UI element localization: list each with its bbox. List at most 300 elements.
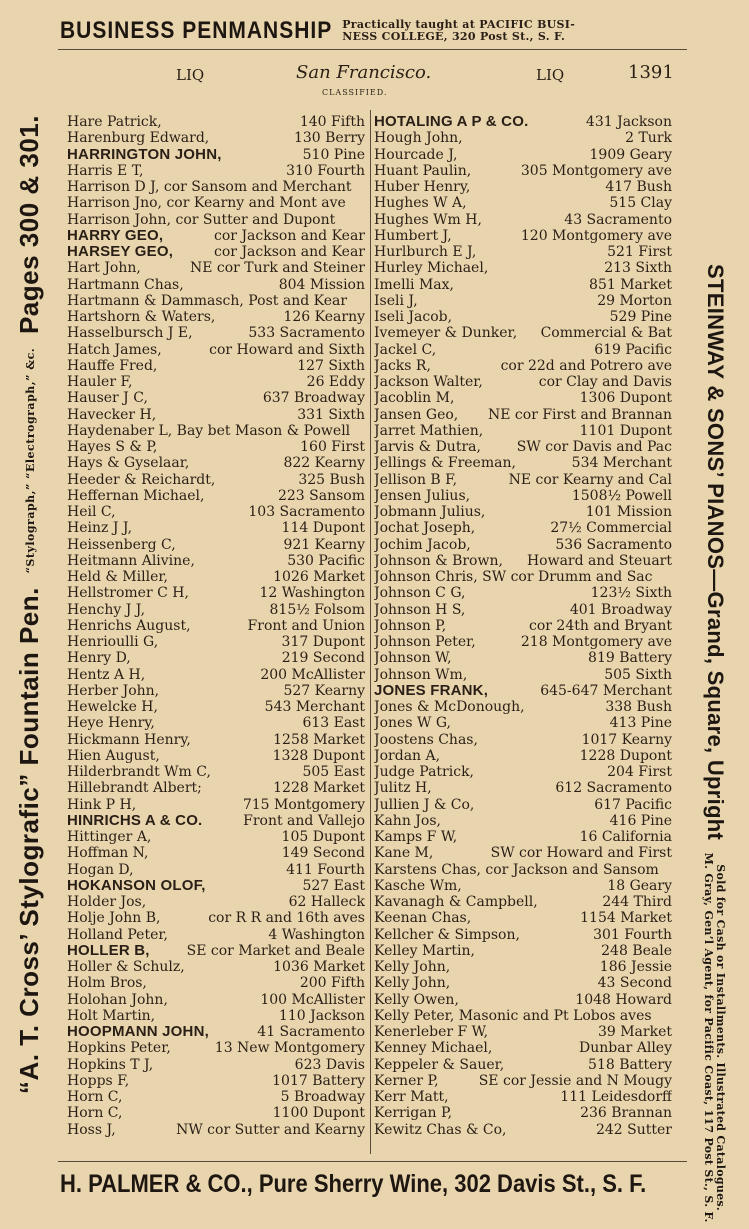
entry-address: 200 McAllister <box>260 666 365 683</box>
directory-entry <box>67 455 365 471</box>
directory-entry <box>67 975 365 991</box>
directory-entry <box>67 667 365 683</box>
entry-address: 13 New Montgomery <box>214 1040 365 1057</box>
entry-name: Jobmann Julius, <box>374 504 486 520</box>
entry-address: 527 East <box>302 877 365 894</box>
entry-address: 715 Montgomery <box>242 796 365 813</box>
directory-entry <box>374 780 672 796</box>
entry-address: 248 Beale <box>601 942 672 959</box>
entry-address: 310 Fourth <box>286 162 365 179</box>
entry-name: Hartshorn & Waters, <box>67 309 216 325</box>
directory-entry <box>67 943 365 959</box>
entry-name: Hare Patrick, <box>67 114 162 130</box>
entry-name: Keppeler & Sauer, <box>374 1056 505 1073</box>
entry-address: 1306 Dupont <box>579 390 672 407</box>
entry-address: 521 First <box>607 244 672 260</box>
entry-address: 41 Sacramento <box>257 1024 365 1040</box>
directory-entry <box>374 114 672 130</box>
entry-name: Hogan D, <box>67 861 134 878</box>
entry-address: 413 Pine <box>609 715 672 732</box>
directory-entry <box>67 1008 365 1024</box>
entry-name: Jones & McDonough, <box>374 699 525 715</box>
entry-name: Jackson Walter, <box>374 374 483 390</box>
entry-address: 533 Sacramento <box>248 325 365 342</box>
entry-name: Heinz J J, <box>67 520 133 537</box>
entry-address: 534 Merchant <box>571 455 672 472</box>
directory-entry <box>67 618 365 634</box>
entry-name: Jensen Julius, <box>374 487 471 504</box>
entry-address: 4 Washington <box>268 926 365 943</box>
entry-name: Havecker H, <box>67 406 157 423</box>
directory-entry <box>374 585 672 601</box>
entry-address: 120 Montgomery ave <box>520 227 672 244</box>
directory-entry <box>374 667 672 683</box>
entry-name: Harenburg Edward, <box>67 130 210 147</box>
directory-entry <box>374 602 672 618</box>
directory-entry <box>67 813 365 829</box>
right-ad-midtext: Sold for Cash or Installments. Illustrated Catalogues. M. Gray, Gen’l Agent, for Pacific Coast, 117 Post St., S. F. <box>701 853 727 1224</box>
entry-address: 619 Pacific <box>594 341 672 358</box>
entry-name: Kenney Michael, <box>374 1040 493 1057</box>
entry-name: Johnson & Brown, <box>374 552 503 569</box>
directory-entry <box>67 1024 365 1040</box>
entry-address: 331 Sixth <box>297 406 365 423</box>
directory-entry <box>67 488 365 504</box>
entry-name: Johnson W, <box>374 650 452 667</box>
entry-name: Henchy J J, <box>67 601 146 618</box>
entry-name: Jacoblin M, <box>374 390 455 407</box>
entry-name: Kenerleber F W, <box>374 1024 489 1040</box>
directory-entry <box>67 179 365 195</box>
entry-name: Iseli Jacob, <box>374 309 453 325</box>
directory-entry <box>374 553 672 569</box>
left-side-advertisement <box>4 49 54 1160</box>
directory-entry <box>67 878 365 894</box>
directory-entry <box>374 797 672 813</box>
directory-entry <box>374 1057 672 1073</box>
entry-address: 12 Washington <box>259 585 365 602</box>
entry-address: 612 Sacramento <box>555 780 672 797</box>
directory-entry <box>67 829 365 845</box>
entry-name: Harrison Jno, cor Kearny and Mont ave <box>67 195 346 212</box>
entry-address: 2 Turk <box>625 130 672 147</box>
entry-name: Johnson Peter, <box>374 634 476 650</box>
directory-entry <box>374 1089 672 1105</box>
directory-entry <box>374 325 672 341</box>
entry-address: Commercial & Bat <box>540 325 672 342</box>
entry-address: 822 Kearny <box>283 455 365 472</box>
directory-entry <box>67 585 365 601</box>
entry-name: Jansen Geo, <box>374 406 459 423</box>
directory-entry <box>374 163 672 179</box>
entry-address: 623 Davis <box>294 1056 365 1073</box>
entry-name: Horn C, <box>67 1105 123 1122</box>
entry-name: JONES FRANK, <box>374 682 489 699</box>
entry-address: 921 Kearny <box>283 536 365 553</box>
entry-address: 1100 Dupont <box>272 1105 365 1122</box>
directory-entry <box>374 358 672 374</box>
directory-entry <box>374 634 672 650</box>
entry-address: 305 Montgomery ave <box>520 162 672 179</box>
page-number: 1391 <box>628 62 674 83</box>
directory-entry <box>374 179 672 195</box>
entry-name: Hopkins T J, <box>67 1056 154 1073</box>
entry-name: Harris E T, <box>67 162 144 179</box>
entry-address: 236 Brannan <box>580 1105 672 1122</box>
directory-entry <box>374 195 672 211</box>
entry-address: 536 Sacramento <box>555 536 672 553</box>
entry-address: 62 Halleck <box>288 894 365 910</box>
entry-name: Hink P H, <box>67 796 137 813</box>
entry-name: HINRICHS A & CO. <box>67 812 203 829</box>
directory-entry <box>67 1073 365 1089</box>
entry-name: Judge Patrick, <box>374 764 474 780</box>
directory-entry <box>374 1024 672 1040</box>
directory-entry <box>374 943 672 959</box>
entry-address: 518 Battery <box>588 1056 672 1073</box>
directory-entry <box>374 1073 672 1089</box>
entry-address: cor Clay and Davis <box>538 374 672 390</box>
entry-name: Heissenberg C, <box>67 536 176 553</box>
left-ad-pages: Pages 300 & 301. <box>13 115 44 335</box>
entry-name: Joostens Chas, <box>374 731 478 748</box>
entry-address: NE cor First and Brannan <box>488 406 672 423</box>
entry-address: 100 McAllister <box>260 991 365 1008</box>
entry-address: cor Jackson and Kear <box>214 244 365 260</box>
entry-address: 149 Second <box>281 845 365 862</box>
entry-name: Jones W G, <box>374 715 451 732</box>
directory-entry <box>374 374 672 390</box>
entry-name: Hewelcke H, <box>67 699 158 715</box>
directory-entry <box>374 1122 672 1138</box>
entry-name: Hasselbursch J E, <box>67 325 193 342</box>
header-category-right: LIQ <box>536 66 565 84</box>
entry-address: 43 Second <box>597 975 672 992</box>
directory-entry <box>374 407 672 423</box>
entry-address: 39 Market <box>597 1024 672 1040</box>
directory-entry <box>67 195 365 211</box>
directory-entry <box>374 569 672 585</box>
entry-name: Hoss J, <box>67 1121 116 1138</box>
directory-entry <box>67 439 365 455</box>
entry-name: HARSEY GEO, <box>67 244 174 260</box>
entry-name: Iseli J, <box>374 292 418 309</box>
entry-name: Kerrigan P, <box>374 1105 453 1122</box>
entry-address: 505 East <box>302 764 365 780</box>
directory-entry <box>374 992 672 1008</box>
entry-name: Kewitz Chas & Co, <box>374 1121 507 1138</box>
entry-name: Hays & Gyselaar, <box>67 455 190 472</box>
entry-name: Holm Bros, <box>67 975 147 992</box>
entry-address: 123½ Sixth <box>590 585 672 602</box>
entry-name: Henrioulli G, <box>67 634 159 650</box>
directory-entry <box>67 277 365 293</box>
directory-entry <box>374 244 672 260</box>
entry-name: Johnson P, <box>374 617 447 634</box>
left-ad-midtext: “Stylograph,” “Electrograph,” &c. <box>23 347 37 574</box>
entry-address: 111 Leidesdorff <box>560 1089 672 1105</box>
directory-entry <box>67 1057 365 1073</box>
directory-entry <box>67 553 365 569</box>
entry-name: Hauffe Fred, <box>67 357 158 374</box>
directory-entry <box>67 1089 365 1105</box>
entry-name: Hauser J C, <box>67 390 148 407</box>
entry-address: 613 East <box>302 715 365 732</box>
entry-name: Henrichs August, <box>67 617 191 634</box>
entry-address: 543 Merchant <box>264 699 365 715</box>
entry-name: Harrison John, cor Sutter and Dupont <box>67 211 336 228</box>
entry-name: Hopkins Peter, <box>67 1040 171 1057</box>
directory-entry <box>67 1122 365 1138</box>
entry-name: Haydenaber L, Bay bet Mason & Powell <box>67 422 351 439</box>
entry-name: Karstens Chas, cor Jackson and Sansom <box>374 861 659 878</box>
entry-name: Jellison B F, <box>374 471 458 488</box>
top-advertisement <box>60 14 700 48</box>
directory-entry <box>67 748 365 764</box>
entry-address: 416 Pine <box>609 812 672 829</box>
entry-name: Johnson Wm, <box>374 666 468 683</box>
directory-entry <box>374 683 672 699</box>
entry-address: 1026 Market <box>273 569 365 585</box>
directory-entry <box>67 732 365 748</box>
directory-entry <box>67 212 365 228</box>
entry-address: Front and Union <box>247 617 365 634</box>
entry-name: Holland Peter, <box>67 926 168 943</box>
directory-entry <box>374 390 672 406</box>
directory-entry <box>374 959 672 975</box>
entry-name: Hillebrandt Albert; <box>67 780 202 797</box>
entry-address: NW cor Sutter and Kearny <box>176 1121 365 1138</box>
entry-address: 244 Third <box>602 894 672 910</box>
entry-name: Kasche Wm, <box>374 877 462 894</box>
directory-entry <box>374 342 672 358</box>
entry-address: cor 22d and Potrero ave <box>500 357 672 374</box>
directory-entry <box>67 683 365 699</box>
entry-name: HOOPMANN JOHN, <box>67 1024 209 1040</box>
entry-name: Hellstromer C H, <box>67 585 189 602</box>
directory-entry <box>374 894 672 910</box>
directory-entry <box>67 992 365 1008</box>
directory-entry <box>67 569 365 585</box>
directory-entry <box>374 650 672 666</box>
directory-entry <box>374 764 672 780</box>
entry-address: 510 Pine <box>302 146 365 163</box>
right-column <box>374 114 672 1138</box>
entry-address: cor Jackson and Kear <box>214 227 365 244</box>
entry-name: Kelly John, <box>374 975 451 992</box>
header-category-left: LIQ <box>176 66 205 84</box>
entry-name: Jacks R, <box>374 357 431 374</box>
entry-name: Hien August, <box>67 747 160 764</box>
entry-address: 27½ Commercial <box>550 520 672 537</box>
entry-address: 301 Fourth <box>593 926 672 943</box>
entry-name: Hopps F, <box>67 1072 130 1089</box>
entry-address: 1508½ Powell <box>571 487 672 504</box>
entry-address: 101 Mission <box>585 504 672 520</box>
entry-name: Hart John, <box>67 260 141 277</box>
entry-name: Hoffman N, <box>67 845 149 862</box>
entry-address: 527 Kearny <box>283 682 365 699</box>
entry-name: HOTALING A P & CO. <box>374 114 529 130</box>
directory-entry <box>67 390 365 406</box>
directory-entry <box>374 927 672 943</box>
directory-entry <box>67 407 365 423</box>
directory-entry <box>374 423 672 439</box>
entry-address: 530 Pacific <box>287 552 365 569</box>
entry-address: 1101 Dupont <box>579 422 672 439</box>
entry-address: 1228 Market <box>273 780 365 797</box>
left-column <box>67 114 365 1138</box>
entry-name: Kane M, <box>374 845 434 862</box>
directory-entry <box>67 650 365 666</box>
directory-entry <box>374 845 672 861</box>
entry-address: 1228 Dupont <box>579 747 672 764</box>
entry-address: 18 Geary <box>607 877 672 894</box>
directory-entry <box>374 813 672 829</box>
entry-address: 431 Jackson <box>585 114 672 130</box>
directory-entry <box>67 797 365 813</box>
directory-entry <box>374 732 672 748</box>
directory-entry <box>374 699 672 715</box>
entry-address: SW cor Howard and First <box>490 845 672 862</box>
directory-entry <box>67 244 365 260</box>
directory-entry <box>67 764 365 780</box>
entry-name: Hurlburch E J, <box>374 244 477 260</box>
entry-address: 218 Montgomery ave <box>520 634 672 650</box>
entry-name: Hough John, <box>374 130 463 147</box>
entry-name: Henry D, <box>67 650 131 667</box>
entry-name: Heitmann Alivine, <box>67 552 195 569</box>
directory-entry <box>374 1040 672 1056</box>
directory-entry <box>67 325 365 341</box>
entry-name: Hartmann & Dammasch, Post and Kear <box>67 292 348 309</box>
entry-address: NE cor Kearny and Cal <box>508 471 672 488</box>
directory-entry <box>67 293 365 309</box>
entry-address: 819 Battery <box>588 650 672 667</box>
entry-address: 140 Fifth <box>299 114 365 130</box>
entry-name: Kavanagh & Campbell, <box>374 894 538 910</box>
directory-entry <box>374 975 672 991</box>
entry-name: Harrison D J, cor Sansom and Merchant <box>67 179 352 195</box>
directory-entry <box>67 342 365 358</box>
entry-name: Hauler F, <box>67 374 133 390</box>
entry-address: Front and Vallejo <box>243 812 365 829</box>
directory-entry <box>67 715 365 731</box>
entry-name: Hourcade J, <box>374 146 458 163</box>
entry-name: Hurley Michael, <box>374 260 489 277</box>
entry-name: Hentz A H, <box>67 666 146 683</box>
entry-address: 645-647 Merchant <box>540 682 672 699</box>
entry-name: Jarret Mathien, <box>374 422 484 439</box>
entry-name: Kelley Martin, <box>374 942 475 959</box>
entry-address: 515 Clay <box>609 195 672 212</box>
entry-address: 5 Broadway <box>280 1089 365 1105</box>
entry-name: Kellcher & Simpson, <box>374 926 520 943</box>
entry-name: Keenan Chas, <box>374 910 472 927</box>
entry-name: Hartmann Chas, <box>67 276 184 293</box>
entry-address: 29 Morton <box>597 292 672 309</box>
entry-name: Kamps F W, <box>374 829 458 845</box>
directory-entry <box>67 910 365 926</box>
entry-address: NE cor Turk and Steiner <box>189 260 365 277</box>
entry-address: 1017 Kearny <box>581 731 672 748</box>
directory-entry <box>374 910 672 926</box>
entry-name: Kelly Owen, <box>374 991 459 1008</box>
entry-address: 223 Sansom <box>277 487 365 504</box>
entry-name: Jackel C, <box>374 341 437 358</box>
entry-address: 317 Dupont <box>281 634 365 650</box>
directory-entry <box>67 423 365 439</box>
entry-name: Imelli Max, <box>374 276 455 293</box>
directory-entry <box>374 862 672 878</box>
bottom-ad-text: H. PALMER & CO., Pure Sherry Wine, 302 Davis St., S. F. <box>60 1169 647 1198</box>
directory-entry <box>67 927 365 943</box>
entry-name: Holler & Schulz, <box>67 959 185 975</box>
entry-name: Huber Henry, <box>374 179 471 195</box>
directory-entry <box>67 163 365 179</box>
entry-address: 401 Broadway <box>569 601 672 618</box>
directory-entry <box>374 829 672 845</box>
entry-name: Jochat Joseph, <box>374 520 476 537</box>
directory-entry <box>374 1105 672 1121</box>
entry-address: 130 Berry <box>293 130 365 147</box>
entry-address: 1036 Market <box>273 959 365 975</box>
entry-address: 200 Fifth <box>299 975 365 992</box>
directory-entry <box>374 130 672 146</box>
entry-name: Holt Martin, <box>67 1007 156 1024</box>
entry-address: 338 Bush <box>605 699 672 715</box>
directory-entry <box>374 472 672 488</box>
entry-address: SW cor Davis and Pac <box>516 439 672 455</box>
directory-entry <box>67 309 365 325</box>
entry-address: cor R R and 16th aves <box>208 910 365 927</box>
entry-address: 127 Sixth <box>297 357 365 374</box>
directory-entry <box>374 147 672 163</box>
directory-entry <box>67 959 365 975</box>
entry-name: Jullien J & Co, <box>374 796 475 813</box>
entry-address: 417 Bush <box>605 179 672 195</box>
entry-address: 529 Pine <box>609 309 672 325</box>
entry-address: 325 Bush <box>298 471 365 488</box>
entry-address: 242 Sutter <box>595 1121 672 1138</box>
entry-address: 219 Second <box>281 650 365 667</box>
entry-name: Hittinger A, <box>67 829 152 845</box>
directory-entry <box>374 618 672 634</box>
directory-entry <box>374 537 672 553</box>
entry-address: SE cor Jessie and N Mougy <box>478 1072 672 1089</box>
entry-name: Julitz H, <box>374 780 432 797</box>
entry-name: Johnson C G, <box>374 585 466 602</box>
directory-entry <box>67 699 365 715</box>
directory-entry <box>374 439 672 455</box>
directory-entry <box>374 293 672 309</box>
directory-entry <box>67 602 365 618</box>
entry-address: 43 Sacramento <box>564 211 672 228</box>
directory-entry <box>67 504 365 520</box>
directory-entry <box>67 780 365 796</box>
directory-entry <box>374 277 672 293</box>
entry-name: HARRINGTON JOHN, <box>67 146 222 163</box>
entry-name: Hilderbrandt Wm C, <box>67 764 211 780</box>
entry-address: 186 Jessie <box>599 959 672 975</box>
entry-name: Hayes S & P, <box>67 439 158 455</box>
entry-address: 1048 Howard <box>575 991 672 1008</box>
entry-name: Johnson Chris, SW cor Drumm and Sac <box>374 569 653 585</box>
entry-address: 617 Pacific <box>594 796 672 813</box>
entry-name: Kelly Peter, Masonic and Pt Lobos aves <box>374 1007 652 1024</box>
entry-name: HOKANSON OLOF, <box>67 877 206 894</box>
entry-address: 804 Mission <box>278 276 365 293</box>
